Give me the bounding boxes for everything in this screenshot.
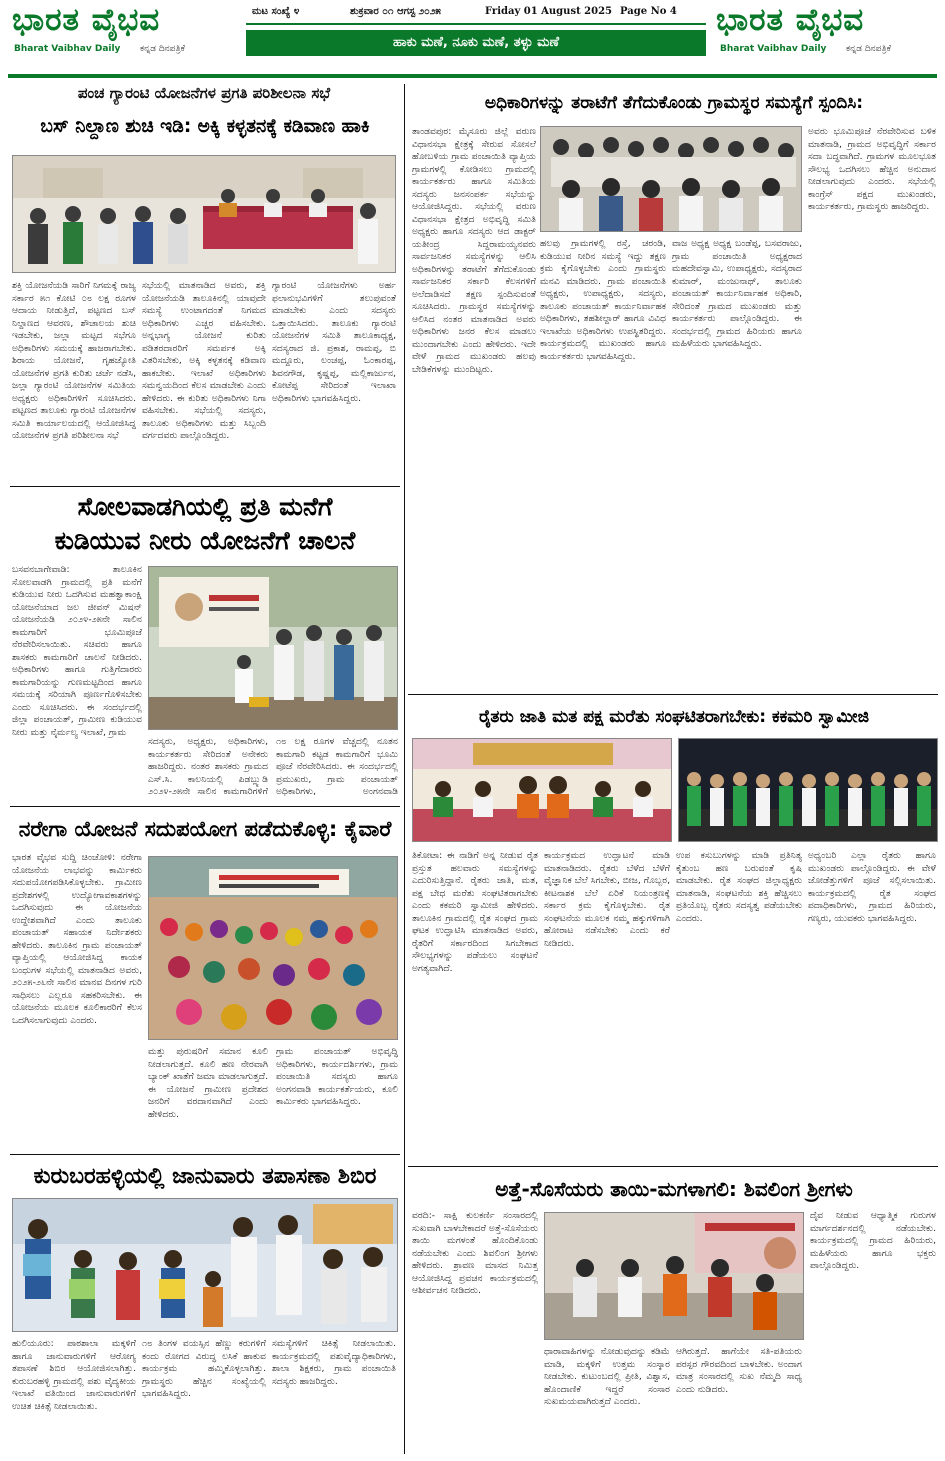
divider — [10, 1154, 400, 1155]
article1-photo-meeting — [12, 155, 396, 273]
masthead-bottom-rule — [8, 74, 937, 78]
divider — [10, 486, 400, 487]
article1-kicker: ಪಂಚ ಗ್ಯಾರಂಟಿ ಯೋಜನೆಗಳ ಪ್ರಗತಿ ಪರಿಶೀಲನಾ ಸಭೆ — [77, 84, 331, 102]
article1-body-col3: ಗ್ಯಾರಂಟಿ ಯೋಜನೆಗಳು ಅರ್ಹ ಫಲಾನುಭವಿಗಳಿಗೆ ತಲುಪುವಂತೆ ಮಾಡಬೇಕು ಎಂದು ಸದಸ್ಯರು ಒತ್ತಾಯಿಸಿದರು. ತಾಲೂಕು ಗ್ಯಾರಂಟಿ ಯೋಜನೆಗಳ ಸಮಿತಿ ತಾಲೂಕಾಧ್ಯಕ್ಷ, ಸದಸ್ಯರಾದ ಜಿ. ಪ್ರಕಾಶ, ರಾಮಪ್ಪ, ಬಿ ಮದ್ದೂರು, ಲಂಚಪ್ಪ, ಓಂಕಾರಪ್ಪ, ಶಿವನಗೌಡ, ಕೃಷ್ಣಪ್ಪ, ಮಲ್ಲಿಕಾರ್ಜುನ, ಕೋಟೆಪ್ಪ ಸೇರಿದಂತೆ ಇಲಾಖಾ ಅಧಿಕಾರಿಗಳು ಭಾಗವಹಿಸಿದ್ದರು. — [272, 280, 396, 404]
article7-photo-pravachana — [544, 1212, 804, 1340]
groundbreaking-photo-image — [149, 567, 398, 730]
article2-body-col4: ಅವರು ಭೂಮಿಪೂಜೆ ನೆರವೇರಿಸುವ ಬಳಿಕ ಮಾತನಾಡಿ, ಗ್ರಾಮದ ಅಭಿವೃದ್ಧಿಗೆ ಸರ್ಕಾರ ಸದಾ ಬದ್ಧವಾಗಿದೆ. ಗ್ರಾಮಗಳ ಮೂಲಭೂತ ಸೌಲಭ್ಯ ಒದಗಿಸಲು ಹೆಚ್ಚಿನ ಅನುದಾನ ನೀಡಲಾಗುವುದು ಎಂದರು. ಸಭೆಯಲ್ಲಿ ಕಾಂಗ್ರೆಸ್ ಪಕ್ಷದ ಮುಖಂಡರು, ಕಾರ್ಯಕರ್ತರು, ಗ್ರಾಮಸ್ಥರು ಹಾಜರಿದ್ದರು. — [808, 126, 936, 212]
article4-body-col2: ಮತ್ತು ಪುರುಷರಿಗೆ ಸಮಾನ ಕೂಲಿ ನೀಡಲಾಗುತ್ತದೆ. ಕೂಲಿ ಹಣ ನೇರವಾಗಿ ಬ್ಯಾಂಕ್ ಖಾತೆಗೆ ಜಮಾ ಮಾಡಲಾಗುತ್ತದೆ. ಈ ಯೋಜನೆ ಗ್ರಾಮೀಣ ಪ್ರದೇಶದ ಜನರಿಗೆ ವರದಾನವಾಗಿದೆ ಎಂದು ಹೇಳಿದರು. — [148, 1046, 268, 1120]
night-gathering-photo-image — [679, 739, 938, 842]
article4-body-col1: ಭಾರತ ವೈಭವ ಸುದ್ದಿ ಚಿಂಚೋಳಿ: ನರೇಗಾ ಯೋಜನೆಯ ಲಾಭವನ್ನು ಕಾರ್ಮಿಕರು ಸದುಪಯೋಗಪಡಿಸಿಕೊಳ್ಳಬೇಕು. ಗ್ರಾಮೀಣ ಪ್ರದೇಶಗಳಲ್ಲಿ ಉದ್ಯೋಗಾವಕಾಶಗಳನ್ನು ಒದಗಿಸುವುದು ಈ ಯೋಜನೆಯ ಉದ್ದೇಶವಾಗಿದೆ ಎಂದು ತಾಲೂಕು ಪಂಚಾಯತ್ ಸಹಾಯಕ ನಿರ್ದೇಶಕರು ಹೇಳಿದರು. ತಾಲೂಕಿನ ಗ್ರಾಮ ಪಂಚಾಯತ್ ವ್ಯಾಪ್ತಿಯಲ್ಲಿ ಆಯೋಜಿಸಿದ್ದ ಕಾಯಕ ಬಂಧುಗಳ ಸಭೆಯಲ್ಲಿ ಮಾತನಾಡಿದ ಅವರು, ೨೦೨೫-೨೬ನೇ ಸಾಲಿನ ಮಾನವ ದಿನಗಳ ಗುರಿ ಸಾಧಿಸಲು ಎಲ್ಲರೂ ಸಹಕರಿಸಬೇಕು. ಈ ಯೋಜನೆಯ ಮೂಲಕ ಕೂಲಿಕಾರರಿಗೆ ಕೆಲಸ ಒದಗಿಸಲಾಗುವುದು ಎಂದರು. — [12, 852, 142, 1026]
header-top-rule — [246, 23, 706, 25]
article3-headline-line1: ಸೋಲವಾಡಗಿಯಲ್ಲಿ ಪ್ರತಿ ಮನೆಗೆ — [77, 492, 333, 521]
article5-body-col4: ಅಧ್ಯಂಬರಿ ಎಲ್ಲಾ ರೈತರು ಹಾಗೂ ಮುಖಂಡರು ಪಾಲ್ಗೊಂಡಿದ್ದರು. ಈ ವೇಳೆ ಜೋಡೆತ್ತುಗಳಿಗೆ ಪೂಜೆ ಸಲ್ಲಿಸಲಾಯಿತು. ಕಾರ್ಯಕ್ರಮದಲ್ಲಿ ರೈತ ಸಂಘದ ಪದಾಧಿಕಾರಿಗಳು, ಗ್ರಾಮದ ಹಿರಿಯರು, ಗಣ್ಯರು, ಯುವಕರು ಭಾಗವಹಿಸಿದ್ದರು. — [808, 850, 936, 924]
article3-body-col1: ಬಸವನಬಾಗೇವಾಡಿ: ತಾಲೂಕಿನ ಸೋಲವಾಡಗಿ ಗ್ರಾಮದಲ್ಲಿ ಪ್ರತಿ ಮನೆಗೆ ಕುಡಿಯುವ ನೀರು ಒದಗಿಸುವ ಮಹತ್ವಾಕಾಂಕ್ಷಿ ಯೋಜನೆಯಾದ ಜಲ ಜೀವನ್ ಮಿಷನ್ ಯೋಜನೆಯಡಿ ೨೦೨೪-೨೫ನೇ ಸಾಲಿನ ಕಾಮಗಾರಿಗೆ ಭೂಮಿಪೂಜೆ ನೆರವೇರಿಸಲಾಯಿತು. ಸಚಿವರು ಹಾಗೂ ಶಾಸಕರು ಕಾಮಗಾರಿಗೆ ಚಾಲನೆ ನೀಡಿದರು. ಅಧಿಕಾರಿಗಳು ಹಾಗೂ ಗುತ್ತಿಗೆದಾರರು ಕಾಮಗಾರಿಯನ್ನು ಗುಣಮಟ್ಟದಿಂದ ಹಾಗೂ ಸಮಯಕ್ಕೆ ಸರಿಯಾಗಿ ಪೂರ್ಣಗೊಳಿಸಬೇಕು ಎಂದು ಸೂಚಿಸಿದರು. ಈ ಸಂದರ್ಭದಲ್ಲಿ ಜಿಲ್ಲಾ ಪಂಚಾಯತ್, ಗ್ರಾಮೀಣ ಕುಡಿಯುವ ನೀರು ಮತ್ತು ನೈರ್ಮಲ್ಯ ಇಲಾಖೆ, ಗ್ರಾಮ — [12, 564, 142, 738]
article6-body-col3: ಸಮಸ್ಯೆಗಳಿಗೆ ಚಿಕಿತ್ಸೆ ನೀಡಲಾಯಿತು. ಕಾರ್ಯಕ್ರಮದಲ್ಲಿ ಪಶುವೈದ್ಯಾಧಿಕಾರಿಗಳು, ಶಾಲಾ ಶಿಕ್ಷಕರು, ಗ್ರಾಮ ಪಂಚಾಯಿತಿ ಸದಸ್ಯರು ಹಾಜರಿದ್ದರು. — [272, 1338, 396, 1387]
masthead-subtitle-en-right: Bharat Vaibhav Daily — [720, 44, 827, 54]
article7-body-col3: ಆಗಿರುತ್ತದೆ. ಹಾಗೆಯೇ ಸತಿ-ಪತಿಯರು ಪರಸ್ಪರ ಗೌರವದಿಂದ ಬಾಳಬೇಕು. ಅಂದಾಗ ಮಾತ್ರ ಸಂಸಾರದಲ್ಲಿ ಸುಖ ನೆಮ್ಮದಿ ಸಾಧ್ಯ ಎಂದು ನುಡಿದರು. — [676, 1346, 802, 1395]
issue-number: ಮಟ ಸಂಖ್ಯೆ ೪ — [252, 6, 300, 17]
pravachana-photo-image — [545, 1213, 804, 1340]
article1-headline: ಬಸ್ ನಿಲ್ದಾಣ ಶುಚಿ ಇಡಿ: ಅಕ್ಕಿ ಕಳ್ಳತನಕ್ಕೆ ಕಡಿವಾಣ ಹಾಕಿ — [40, 116, 370, 137]
article4-body-col3: ಗ್ರಾಮ ಪಂಚಾಯತ್ ಅಭಿವೃದ್ಧಿ ಅಧಿಕಾರಿಗಳು, ಕಾರ್ಯದರ್ಶಿಗಳು, ಗ್ರಾಮ ಪಂಚಾಯಿತಿ ಸದಸ್ಯರು ಹಾಗೂ ಅಂಗನವಾಡಿ ಕಾರ್ಯಕರ್ತೆಯರು, ಕೂಲಿ ಕಾರ್ಮಿಕರು ಭಾಗವಹಿಸಿದ್ದರು. — [276, 1046, 398, 1107]
article4-headline: ನರೇಗಾ ಯೋಜನೆ ಸದುಪಯೋಗ ಪಡೆದುಕೊಳ್ಳಿ: ಕೈವಾರೆ — [18, 817, 392, 841]
date-kannada: ಶುಕ್ರವಾರ ೦೧ ಆಗಸ್ಟ ೨೦೨೫ — [350, 6, 441, 17]
article2-body-col2: ಹಲವು ಗ್ರಾಮಗಳಲ್ಲಿ ರಸ್ತೆ, ಚರಂಡಿ, ಕುಡಿಯುವ ನೀರಿನ ಸಮಸ್ಯೆ ಇದ್ದು ತಕ್ಷಣ ಕ್ರಮ ಕೈಗೊಳ್ಳಬೇಕು ಎಂದು ಗ್ರಾಮಸ್ಥರು ಮನವಿ ಮಾಡಿದರು. ಗ್ರಾಮ ಪಂಚಾಯಿತಿ ಅಧ್ಯಕ್ಷರು, ಉಪಾಧ್ಯಕ್ಷರು, ಸದಸ್ಯರು, ತಾಲೂಕು ಪಂಚಾಯತ್ ಕಾರ್ಯನಿರ್ವಾಹಕ ಅಧಿಕಾರಿಗಳು, ತಹಶೀಲ್ದಾರ್ ಹಾಗೂ ವಿವಿಧ ಇಲಾಖೆಯ ಅಧಿಕಾರಿಗಳು ಉಪಸ್ಥಿತರಿದ್ದರು. ಕಾರ್ಯಕ್ರಮದಲ್ಲಿ ಮುಖಂಡರು ಹಾಗೂ ಕಾರ್ಯಕರ್ತರು ಭಾಗವಹಿಸಿದ್ದರು. — [540, 238, 666, 362]
crowd-photo-image — [541, 127, 802, 232]
article7-headline: ಅತ್ತೆ-ಸೊಸೆಯರು ತಾಯಿ-ಮಗಳಾಗಲಿ: ಶಿವಲಿಂಗ ಶ್ರೀಗಳು — [495, 1177, 853, 1201]
article6-photo-camp — [12, 1198, 398, 1332]
stage-photo-image — [413, 739, 672, 842]
article5-headline: ರೈತರು ಜಾತಿ ಮತ ಪಕ್ಷ ಮರೆತು ಸಂಘಟಿತರಾಗಬೇಕು: ಕಕಮರಿ ಸ್ವಾಮೀಜಿ — [478, 707, 869, 727]
article2-headline: ಅಧಿಕಾರಿಗಳನ್ನು ತರಾಟೆಗೆ ತೆಗೆದುಕೊಂಡು ಗ್ರಾಮಸ್ಥರ ಸಮಸ್ಯೆಗೆ ಸ್ಪಂದಿಸಿ: — [484, 93, 864, 113]
article2-body-col3: ವಾಜ ಅಧ್ಯಕ್ಷ ಅಧ್ಯಕ್ಷ ಬಂಡೆಪ್ಪ, ಬಸವರಾಜು, ಗ್ರಾಮ ಪಂಚಾಯಿತಿ ಅಧ್ಯಕ್ಷರಾದ ಮಹದೇವಸ್ವಾಮಿ, ಉಪಾಧ್ಯಕ್ಷರು, ಸದಸ್ಯರಾದ ಕುಮಾರ್, ಮಂಜುನಾಥ್, ತಾಲೂಕು ಪಂಚಾಯತ್ ಕಾರ್ಯನಿರ್ವಾಹಕ ಅಧಿಕಾರಿ, ಸೇರಿದಂತೆ ಗ್ರಾಮದ ಮುಖಂಡರು ಮತ್ತು ಕಾರ್ಯಕರ್ತರು ಪಾಲ್ಗೊಂಡಿದ್ದರು. ಈ ಸಂದರ್ಭದಲ್ಲಿ ಗ್ರಾಮದ ಹಿರಿಯರು ಹಾಗೂ ಮಹಿಳೆಯರು ಭಾಗವಹಿಸಿದ್ದರು. — [672, 238, 802, 349]
article5-photo-night-gathering — [678, 738, 938, 842]
masthead-title-left: ಭಾರತ ವೈಭವ — [12, 2, 161, 38]
article4-photo-workers — [148, 856, 398, 1040]
meeting-photo-image — [13, 156, 396, 273]
article7-body-col1: ವರದಿ:- ಸಾಕ್ಷಿ ಕುಲಕರ್ಣಿ ಸಂಸಾರದಲ್ಲಿ ಸುಖವಾಗಿ ಬಾಳಬೇಕಾದರೆ ಅತ್ತೆ-ಸೊಸೆಯರು ತಾಯಿ ಮಗಳಂತೆ ಹೊಂದಿಕೊಂಡು ನಡೆಯಬೇಕು ಎಂದು ಶಿವಲಿಂಗ ಶ್ರೀಗಳು ಹೇಳಿದರು. ಶ್ರಾವಣ ಮಾಸದ ನಿಮಿತ್ತ ಆಯೋಜಿಸಿದ್ದ ಪ್ರವಚನ ಕಾರ್ಯಕ್ರಮದಲ್ಲಿ ಆಶೀರ್ವಚನ ನೀಡಿದರು. — [412, 1210, 538, 1296]
article2-body-col1: ತಾಂಡವಪುರ: ಮೈಸೂರು ಜಿಲ್ಲೆ ವರುಣ ವಿಧಾನಸಭಾ ಕ್ಷೇತ್ರಕ್ಕೆ ಸೇರುವ ಸೋಸಲೆ ಹೋಬಳಿಯ ಗ್ರಾಮ ಪಂಚಾಯಿತಿ ವ್ಯಾಪ್ತಿಯ ಗ್ರಾಮಗಳಲ್ಲಿ ಕೋಡಿಸಲು ಗ್ರಾಮದಲ್ಲಿ ಕಾರ್ಯಕರ್ತರು ಹಾಗೂ ಸಮಿತಿಯ ಸದಸ್ಯರು ಜನಸಂಪರ್ಕ ಸಭೆಯನ್ನು ಆಯೋಜಿಸಿದ್ದರು. ಸಭೆಯಲ್ಲಿ ವರುಣ ವಿಧಾನಸಭಾ ಕ್ಷೇತ್ರದ ಅಭಿವೃದ್ಧಿ ಸಮಿತಿ ಅಧ್ಯಕ್ಷರು ಹಾಗೂ ಸದಸ್ಯರು ಆದ ಡಾಕ್ಟರ್ ಯತೀಂದ್ರ ಸಿದ್ದರಾಮಯ್ಯನವರು ಸಾರ್ವಜನಿಕರ ಸಮಸ್ಯೆಗಳನ್ನು ಆಲಿಸಿ ಅಧಿಕಾರಿಗಳನ್ನು ತರಾಟೆಗೆ ತೆಗೆದುಕೊಂಡು ಸಾರ್ವಜನಿಕರ ಸರ್ಕಾರಿ ಕೆಲಸಗಳಿಗೆ ಅಲೆದಾಡಿಸದೆ ತಕ್ಷಣ ಸ್ಪಂದಿಸುವಂತೆ ಸೂಚಿಸಿದರು. ಗ್ರಾಮಸ್ಥರ ಸಮಸ್ಯೆಗಳನ್ನು ಆಲಿಸಿದ ನಂತರ ಮಾತನಾಡಿದ ಅವರು ಅಧಿಕಾರಿಗಳು ಜನರ ಕೆಲಸ ಮಾಡಲು ಮುಂದಾಗಬೇಕು ಎಂದು ಹೇಳಿದರು. ಇದೇ ವೇಳೆ ಗ್ರಾಮದ ಮುಖಂಡರು ಹಲವು ಬೇಡಿಕೆಗಳನ್ನು ಮುಂದಿಟ್ಟರು. — [412, 126, 536, 375]
page-number: Page No 4 — [620, 6, 677, 17]
divider — [10, 806, 400, 807]
article6-headline: ಕುರುಬರಹಳ್ಳಿಯಲ್ಲಿ ಜಾನುವಾರು ತಪಾಸಣಾ ಶಿಬಿರ — [33, 1164, 377, 1189]
article5-photo-stage — [412, 738, 672, 842]
masthead-subtitle-en-left: Bharat Vaibhav Daily — [14, 44, 121, 54]
masthead-subtitle-kn-left: ಕನ್ನಡ ದಿನಪತ್ರಿಕೆ — [140, 44, 186, 54]
article2-photo-crowd — [540, 126, 802, 232]
divider — [408, 694, 938, 695]
masthead-subtitle-kn-right: ಕನ್ನಡ ದಿನಪತ್ರಿಕೆ — [846, 44, 892, 54]
article3-body-col2: ಸದಸ್ಯರು, ಅಧ್ಯಕ್ಷರು, ಅಧಿಕಾರಿಗಳು, ಕಾರ್ಯಕರ್ತರು ಸೇರಿದಂತೆ ಅನೇಕರು ಹಾಜರಿದ್ದರು. ನಂತರ ಶಾಸಕರು ಗ್ರಾಮದ ಎಸ್.ಸಿ. ಕಾಲನಿಯಲ್ಲಿ ಪಿಡಬ್ಲ್ಯುಡಿ ೨೦೨೪-೨೫ನೇ ಸಾಲಿನ ಕಾಮಗಾರಿಗಳಿಗೆ — [148, 736, 268, 797]
article5-body-col3: ಉಪ ಕಸುಬುಗಳನ್ನು ಮಾಡಿ ಪ್ರತಿನಿತ್ಯ ಕೈತುಂಬ ಹಣ ಬರುವಂತೆ ಕೃಷಿ ಮಾಡಬೇಕು. ರೈತ ಸಂಘದ ಜಿಲ್ಲಾಧ್ಯಕ್ಷರು ಮಾತನಾಡಿ, ಸಂಘಟನೆಯ ಶಕ್ತಿ ಹೆಚ್ಚಿಸಲು ಪ್ರತಿಯೊಬ್ಬ ರೈತರು ಸದಸ್ಯತ್ವ ಪಡೆಯಬೇಕು ಎಂದರು. — [676, 850, 802, 924]
article5-body-col2: ಕಾರ್ಯಕ್ರಮದ ಉದ್ಘಾಟನೆ ಮಾಡಿ ಮಾತನಾಡಿದರು. ರೈತರು ಬೆಳೆದ ಬೆಳೆಗೆ ವೈಜ್ಞಾನಿಕ ಬೆಲೆ ಸಿಗಬೇಕು, ಬೀಜ, ಗೊಬ್ಬರ, ಕೀಟನಾಶಕ ಬೆಲೆ ಏರಿಕೆ ನಿಯಂತ್ರಣಕ್ಕೆ ಸರ್ಕಾರ ಕ್ರಮ ಕೈಗೊಳ್ಳಬೇಕು. ರೈತ ಸಂಘಟನೆಯ ಮೂಲಕ ನಮ್ಮ ಹಕ್ಕುಗಳಿಗಾಗಿ ಹೋರಾಟ ನಡೆಸಬೇಕು ಎಂದು ಕರೆ ನೀಡಿದರು. — [544, 850, 670, 949]
article5-body-col1: ತಿಕೋಟಾ: ಈ ನಾಡಿಗೆ ಅನ್ನ ನೀಡುವ ರೈತ ಪ್ರಸ್ತುತ ಹಲವಾರು ಸಮಸ್ಯೆಗಳನ್ನು ಎದುರಿಸುತ್ತಿದ್ದಾನೆ. ರೈತರು ಜಾತಿ, ಮತ, ಪಕ್ಷ ಬೇಧ ಮರೆತು ಸಂಘಟಿತರಾಗಬೇಕು ಎಂದು ಕಕಮರಿ ಸ್ವಾಮೀಜಿ ಹೇಳಿದರು. ತಾಲೂಕಿನ ಗ್ರಾಮದಲ್ಲಿ ರೈತ ಸಂಘದ ಗ್ರಾಮ ಘಟಕ ಉದ್ಘಾಟಿಸಿ ಮಾತನಾಡಿದ ಅವರು, ರೈತರಿಗೆ ಸರ್ಕಾರದಿಂದ ಸಿಗಬೇಕಾದ ಸೌಲಭ್ಯಗಳನ್ನು ಪಡೆಯಲು ಸಂಘಟನೆ ಅಗತ್ಯವಾಗಿದೆ. — [412, 850, 538, 974]
slogan-banner: ಹಾಕು ಮಣೆ, ನೂಕು ಮಣೆ, ತಳ್ಳು ಮಣೆ — [246, 30, 706, 56]
center-column-divider — [404, 84, 405, 1454]
masthead-title-right: ಭಾರತ ವೈಭವ — [716, 2, 865, 38]
article3-body-col3: ೧೮ ಲಕ್ಷ ರೂಗಳ ವೆಚ್ಚದಲ್ಲಿ ನೂತನ ಕಾಮಗಾರಿ ಕಟ್ಟಡ ಕಾಮಗಾರಿಗೆ ಭೂಮಿ ಪೂಜೆ ನೆರವೇರಿಸಿದರು. ಈ ಸಂದರ್ಭದಲ್ಲಿ ಪ್ರಮುಖರು, ಗ್ರಾಮ ಪಂಚಾಯತ್ ಅಧಿಕಾರಿಗಳು, ಅಂಗನವಾಡಿ — [276, 736, 398, 797]
article6-body-col2: ೧೮ ತಿಂಗಳ ವಯಸ್ಸಿನ ಹೆಣ್ಣು ಕರುಗಳಿಗೆ ಕಂದು ರೋಗದ ವಿರುದ್ಧ ಲಸಿಕೆ ಹಾಕುವ ಕಾರ್ಯಕ್ರಮ ಹಮ್ಮಿಕೊಳ್ಳಲಾಗಿತ್ತು. ಗ್ರಾಮಸ್ಥರು ಹೆಚ್ಚಿನ ಸಂಖ್ಯೆಯಲ್ಲಿ ಭಾಗವಹಿಸಿದ್ದರು. — [142, 1338, 266, 1399]
date-english: Friday 01 August 2025 — [485, 6, 613, 17]
article7-body-col4: ದೈವ ನೀಡುವ ಆಧ್ಯಾತ್ಮಿಕ ಗುರುಗಳ ಮಾರ್ಗದರ್ಶನದಲ್ಲಿ ನಡೆಯಬೇಕು. ಕಾರ್ಯಕ್ರಮದಲ್ಲಿ ಗ್ರಾಮದ ಹಿರಿಯರು, ಮಹಿಳೆಯರು ಹಾಗೂ ಭಕ್ತರು ಪಾಲ್ಗೊಂಡಿದ್ದರು. — [810, 1210, 936, 1271]
masthead — [0, 0, 945, 74]
divider — [408, 1166, 938, 1167]
article1-body-col1: ಶಕ್ತಿ ಯೋಜನೆಯಡಿ ಸಾರಿಗೆ ನಿಗಮಕ್ಕೆ ರಾಜ್ಯ ಸರ್ಕಾರ ೫೧ ಕೋಟಿ ೦೮ ಲಕ್ಷ ರೂಗಳ ಆದಾಯ ನೀಡುತ್ತಿದೆ, ಪಟ್ಟಣದ ಬಸ್ ನಿಲ್ದಾಣದ ಆವರಣ, ಶೌಚಾಲಯ ಶುಚಿ ಇಡಬೇಕು, ಜಲ್ಲಾ ಮಟ್ಟದ ಸಭೆಗೂ ಅಧಿಕಾರಿಗಳು ಸಮಯಕ್ಕೆ ಹಾಜರಾಗಬೇಕು. ಶಿರಾಯ ಯೋಜನೆ, ಗೃಹಜ್ಯೋತಿ ಯೋಜನೆಗಳ ಪ್ರಗತಿ ಕುರಿತು ಚರ್ಚೆ ನಡೆಸಿ, ಜಲ್ಲಾ ಗ್ಯಾರಂಟಿ ಯೋಜನೆಗಳ ಸಮಿತಿಯ ಅಧ್ಯಕ್ಷರು ಅಧಿಕಾರಿಗಳಿಗೆ ಸೂಚಿಸಿದರು. ಪಟ್ಟಣದ ತಾಲೂಕು ಗ್ಯಾರಂಟಿ ಯೋಜನೆಗಳ ಸಮಿತಿ ಕಾರ್ಯಾಲಯದಲ್ಲಿ ಆಯೋಜಿಸಿದ್ದ ಯೋಜನೆಗಳ ಪ್ರಗತಿ ಪರಿಶೀಲನಾ ಸಭೆ — [12, 280, 136, 441]
workers-photo-image — [149, 857, 398, 1040]
article1-body-col2: ಸಭೆಯಲ್ಲಿ ಮಾತನಾಡಿದ ಅವರು, ಶಕ್ತಿ ಯೋಜನೆಯಡಿ ತಾಲೂಕಿನಲ್ಲಿ ಯಾವುದೇ ಸಮಸ್ಯೆ ಉಂಟಾಗದಂತೆ ನಿಗಮದ ಅಧಿಕಾರಿಗಳು ಎಚ್ಚರ ವಹಿಸಬೇಕು. ಅನ್ನಭಾಗ್ಯ ಯೋಜನೆ ಕುರಿತು ಪಡಿತರದಾರರಿಗೆ ಸಮರ್ಪಕ ಅಕ್ಕಿ ವಿತರಿಸಬೇಕು, ಅಕ್ಕಿ ಕಳ್ಳತನಕ್ಕೆ ಕಡಿವಾಣ ಹಾಕಬೇಕು. ಇಲಾಖೆ ಅಧಿಕಾರಿಗಳು ಸಮನ್ವಯದಿಂದ ಕೆಲಸ ಮಾಡಬೇಕು ಎಂದು ಹೇಳಿದರು. ಈ ಕುರಿತು ಅಧಿಕಾರಿಗಳು ನಿಗಾ ವಹಿಸಬೇಕು. ಸಭೆಯಲ್ಲಿ ಸದಸ್ಯರು, ತಾಲೂಕು ಅಧಿಕಾರಿಗಳು ಮತ್ತು ಸಿಬ್ಬಂದಿ ವರ್ಗದವರು ಪಾಲ್ಗೊಂಡಿದ್ದರು. — [142, 280, 266, 441]
article3-headline-line2: ಕುಡಿಯುವ ನೀರು ಯೋಜನೆಗೆ ಚಾಲನೆ — [54, 526, 356, 555]
article6-body-col1: ಹುಲಿಯೂರು: ಪಾಠಶಾಲಾ ಮಕ್ಕಳಿಗೆ ಹಾಗೂ ಜಾನುವಾರುಗಳಿಗೆ ಆರೋಗ್ಯ ತಪಾಸಣೆ ಶಿಬಿರ ಆಯೋಜಿಸಲಾಗಿತ್ತು. ಕುರುಬರಹಳ್ಳಿ ಗ್ರಾಮದಲ್ಲಿ ಪಶು ವೈದ್ಯಕೀಯ ಇಲಾಖೆ ವತಿಯಿಂದ ಜಾನುವಾರುಗಳಿಗೆ ಉಚಿತ ಚಿಕಿತ್ಸೆ ನೀಡಲಾಯಿತು. — [12, 1338, 136, 1412]
article7-body-col2: ಧಾರಾವಾಹಿಗಳನ್ನು ನೋಡುವುದನ್ನು ಕಡಿಮೆ ಮಾಡಿ, ಮಕ್ಕಳಿಗೆ ಉತ್ತಮ ಸಂಸ್ಕಾರ ನೀಡಬೇಕು. ಕುಟುಂಬದಲ್ಲಿ ಪ್ರೀತಿ, ವಿಶ್ವಾಸ, ಹೊಂದಾಣಿಕೆ ಇದ್ದರೆ ಸಂಸಾರ ಸುಖಮಯವಾಗಿರುತ್ತದೆ ಎಂದರು. — [544, 1346, 670, 1407]
article3-photo-groundbreaking — [148, 566, 398, 730]
camp-photo-image — [13, 1199, 398, 1332]
